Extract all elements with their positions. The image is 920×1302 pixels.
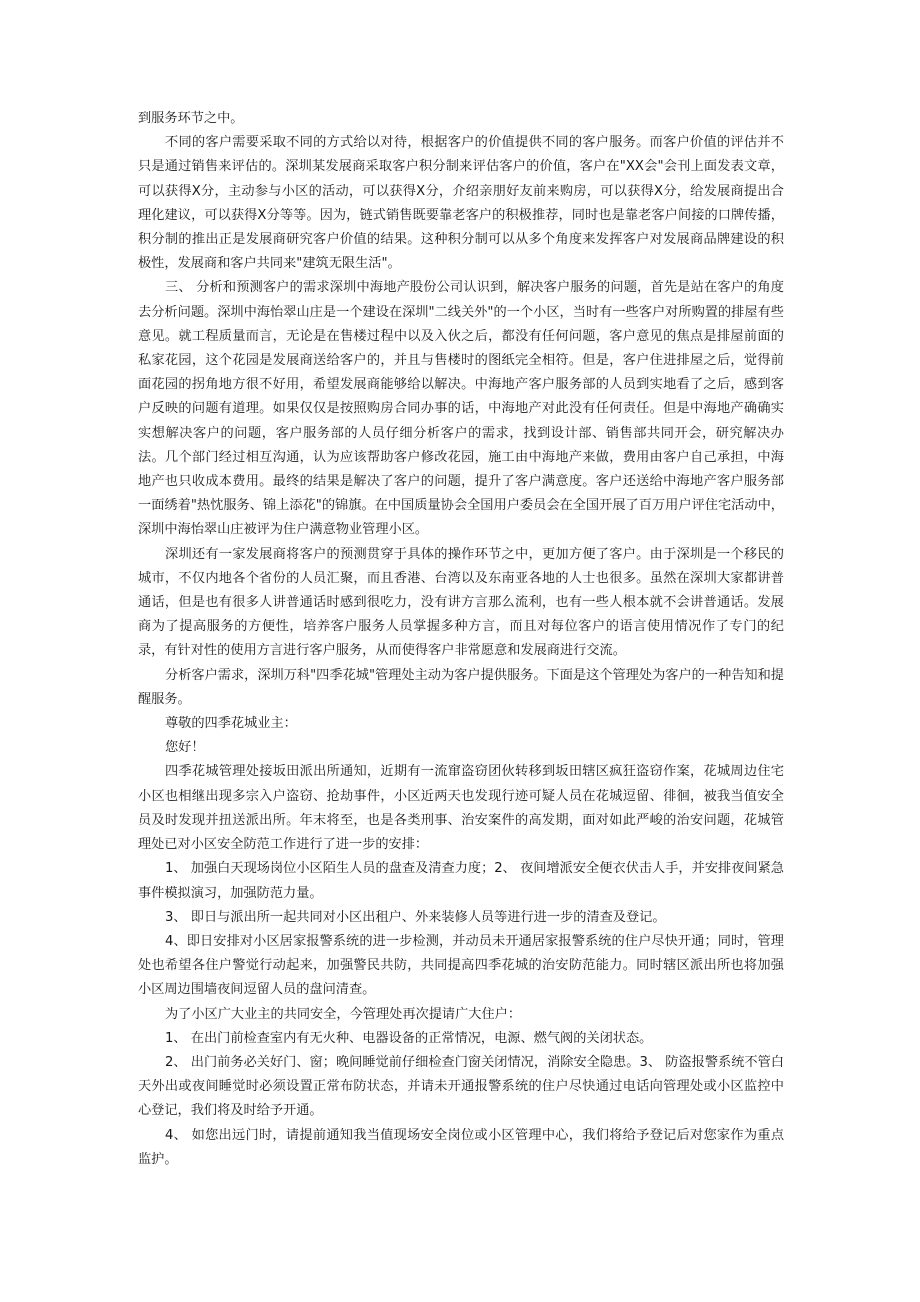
paragraph-15: 4、 如您出远门时，请提前通知我当值现场安全岗位或小区管理中心，我们将给予登记后对您家作为重点监护。 <box>138 1127 784 1167</box>
paragraph-14: 2、 出门前务必关好门、窗；晚间睡觉前仔细检查门窗关闭情况，消除安全隐患。3、 防盗报警系统不管白天外出或夜间睡觉时必须设置正常布防状态，并请未开通报警系统的住户尽快通过电话向管理处或小区监控中心登记，我们将及时给予开通。 <box>138 1054 784 1119</box>
document-page <box>138 107 784 1172</box>
paragraph-11: 4、即日安排对小区居家报警系统的进一步检测，并动员未开通居家报警系统的住户尽快开通；同时，管理处也希望各住户警觉行动起来，加强警民共防，共同提高四季花城的治安防范能力。同时辖区派出所也将加强小区周边围墙夜间逗留人员的盘问清查。 <box>138 933 784 998</box>
paragraph-8: 四季花城管理处接坂田派出所通知，近期有一流窜盗窃团伙转移到坂田辖区疯狂盗窃作案，花城周边住宅小区也相继出现多宗入户盗窃、抢劫事件，小区近两天也发现行迹可疑人员在花城逗留、徘徊，被我当值安全员及时发现并扭送派出所。年末将至，也是各类刑事、治安案件的高发期，面对如此严峻的治安问题，花城管理处已对小区安全防范工作进行了进一步的安排： <box>138 764 784 853</box>
paragraph-10: 3、 即日与派出所一起共同对小区出租户、外来装修人员等进行进一步的清查及登记。 <box>165 909 666 925</box>
paragraph-1: 到服务环节之中。 <box>138 111 244 126</box>
paragraph-7: 您好！ <box>165 740 205 756</box>
paragraph-3: 三、 分析和预测客户的需求深圳中海地产股份公司认识到，解决客户服务的问题，首先是站在客户的角度去分析问题。深圳中海怡翠山庄是一个建设在深圳"二线关外"的一个小区，当时有一些客户对所购置的排屋有些意见。就工程质量而言，无论是在售楼过程中以及入伙之后，都没有任何问题，客户意见的焦点是排屋前面的私家花园，这个花园是发展商送给客户的，并且与售楼时的图纸完全相符。但是，客户住进排屋之后，觉得前面花园的拐角地方很不好用，希望发展商能够给以解决。中海地产客户服务部的人员到实地看了之后，感到客户反映的问题有道理。如果仅仅是按照购房合同办事的话，中海地产对此没有任何责任。但是中海地产确确实实想解决客户的问题，客户服务部的人员仔细分析客户的需求，找到设计部、销售部共同开会，研究解决办法。几个部门经过相互沟通，认为应该帮助客户修改花园，施工由中海地产来做，费用由客户自己承担，中海地产也只收成本费用。最终的结果是解决了客户的问题，提升了客户满意度。客户还送给中海地产客户服务部一面绣着"热忱服务、锦上添花"的锦旗。在中国质量协会全国用户委员会在全国开展了百万用户评住宅活动中，深圳中海怡翠山庄被评为住户满意物业管理小区。 <box>138 280 784 538</box>
paragraph-13: 1、 在出门前检查室内有无火种、电器设备的正常情况，电源、燃气阀的关闭状态。 <box>165 1030 653 1046</box>
paragraph-4: 深圳还有一家发展商将客户的预测贯穿于具体的操作环节之中，更加方便了客户。由于深圳是一个移民的城市，不仅内地各个省份的人员汇聚，而且香港、台湾以及东南亚各地的人士也很多。虽然在深圳大家都讲普通话，但是也有很多人讲普通话时感到很吃力，没有讲方言那么流利，也有一些人根本就不会讲普通话。发展商为了提高服务的方便性，培养客户服务人员掌握多种方言，而且对每位客户的语言使用情况作了专门的纪录，有针对性的使用方言进行客户服务，从而使得客户非常愿意和发展商进行交流。 <box>138 546 784 659</box>
paragraph-6: 尊敬的四季花城业主： <box>165 716 297 732</box>
paragraph-5: 分析客户需求，深圳万科"四季花城"管理处主动为客户提供服务。下面是这个管理处为客户的一种告知和提醒服务。 <box>138 667 784 707</box>
paragraph-2: 不同的客户需要采取不同的方式给以对待，根据客户的价值提供不同的客户服务。而客户价值的评估并不只是通过销售来评估的。深圳某发展商采取客户积分制来评估客户的价值，客户在"XX会"会刊上面发表文章，可以获得X分，主动参与小区的活动，可以获得X分，介绍亲朋好友前来购房，可以获得X分，给发展商提出合理化建议，可以获得X分等等。因为，链式销售既要靠老客户的积极推荐，同时也是靠老客户间接的口牌传播，积分制的推出正是发展商研究客户价值的结果。这种积分制可以从多个角度来发挥客户对发展商品牌建设的积极性，发展商和客户共同来"建筑无限生活"。 <box>138 135 784 272</box>
paragraph-9: 1、 加强白天现场岗位小区陌生人员的盘查及清查力度；2、 夜间增派安全便衣伏击人手，并安排夜间紧急事件模拟演习，加强防范力量。 <box>138 861 784 901</box>
paragraph-12: 为了小区广大业主的共同安全，今管理处再次提请广大住户： <box>165 1006 522 1022</box>
